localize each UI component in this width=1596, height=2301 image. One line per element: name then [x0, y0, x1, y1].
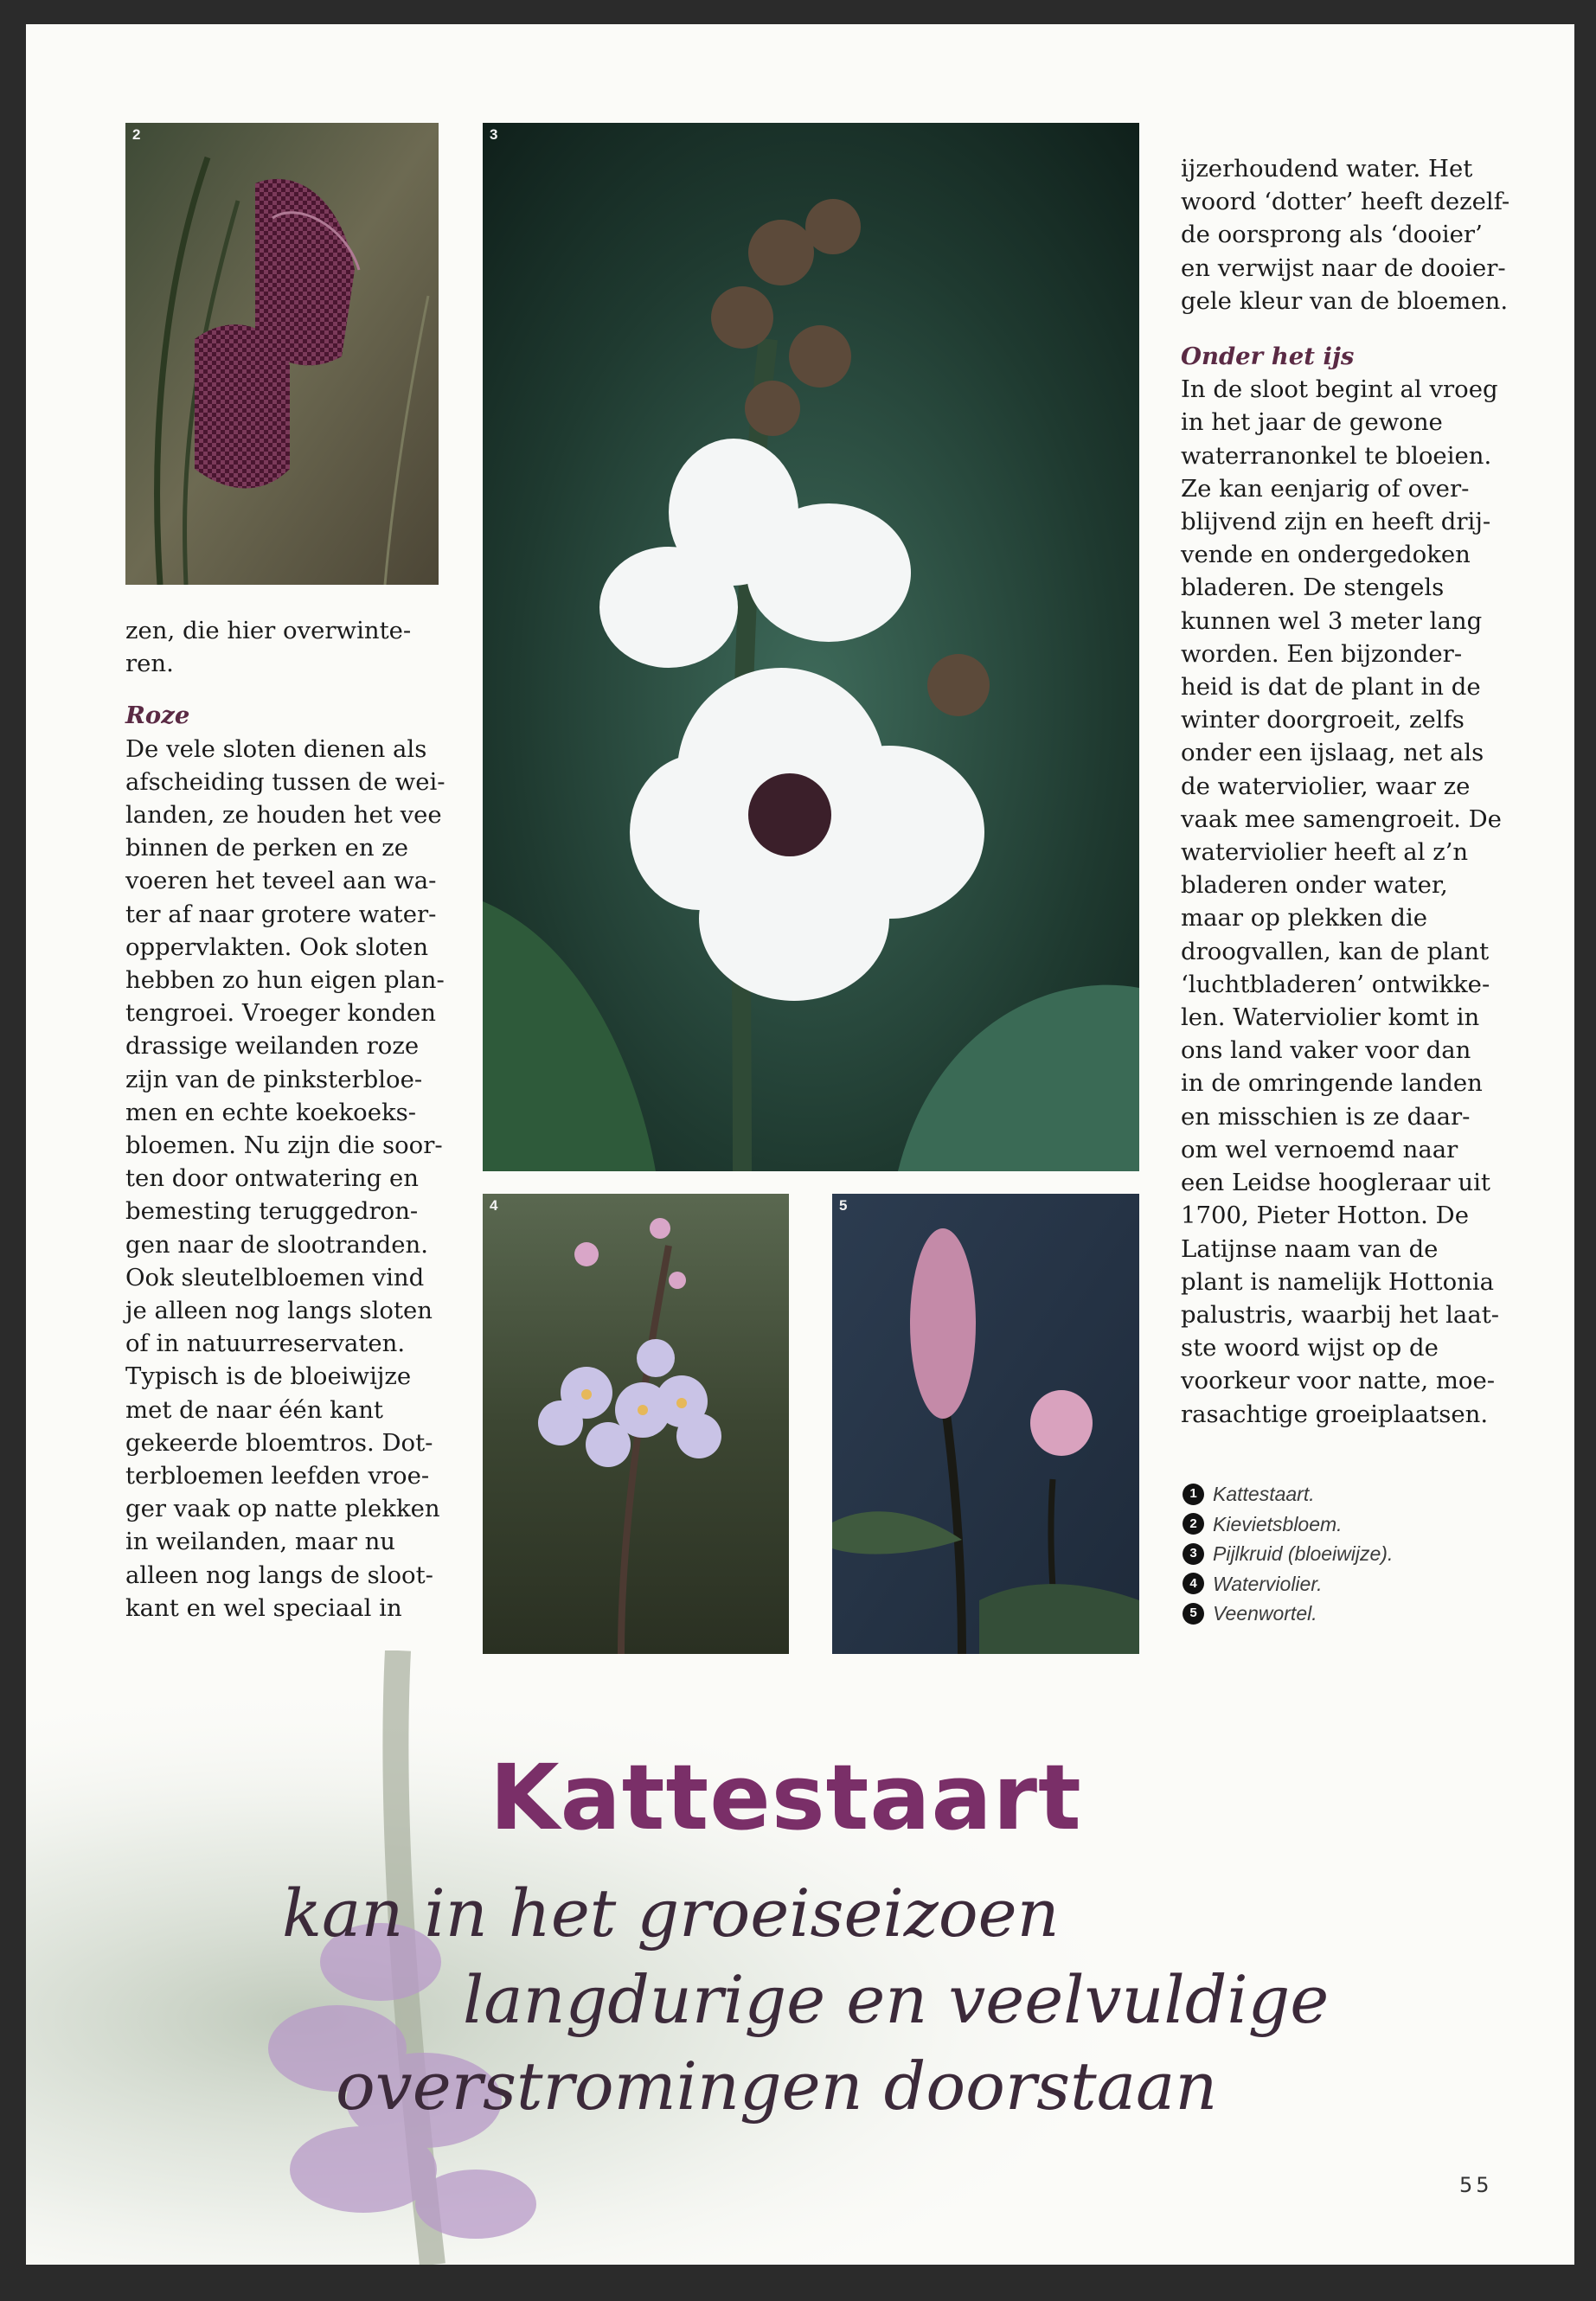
photo-pijlkruid — [483, 123, 1139, 1171]
caption-item — [1183, 1479, 1529, 1509]
caption-item — [1183, 1509, 1529, 1540]
caption-number-badge: 2 — [1183, 1513, 1204, 1535]
left-body-text: De vele sloten dienen als afscheiding tussen de wei- landen, ze houden het vee binnen de perken en ze voeren het teveel aan wa- ter af naar grotere water- oppervlakten. Ook sloten hebben zo hun eigen plan- tengroei. Vroeger konden drassige weilanden roze zijn van de pinksterbloe- men en echte koekoeks- bloemen. Nu zijn die soor- ten door ontwatering en bemesting teruggedron- gen naar de slootranden. Ook sleutelbloemen vind je alleen nog langs sloten of in natuurreservaten. Typisch is de bloeiwijze met de naar één kant gekeerde bloemtros. Dot- terbloemen leefden vroe- ger vaak op natte plekken in weilanden, maar nu alleen nog langs de sloot- kant en wel speciaal in — [125, 734, 445, 1622]
caption-number-badge: 5 — [1183, 1603, 1204, 1625]
left-text-column — [125, 614, 480, 1625]
water-violet-image — [483, 1194, 789, 1654]
kattestaart-background-image — [26, 1650, 1574, 2265]
magazine-page — [26, 24, 1574, 2265]
section-heading-roze: Roze — [125, 702, 190, 730]
caption-number-badge: 3 — [1183, 1543, 1204, 1565]
photo-number: 4 — [490, 1197, 498, 1214]
right-text-column — [1181, 152, 1544, 1431]
photo-number: 5 — [839, 1197, 848, 1214]
section-heading-onder-het-ijs: Onder het ijs — [1181, 343, 1355, 371]
headline-line-3: overstromingen doorstaan — [336, 2048, 1218, 2125]
caption-item — [1183, 1569, 1529, 1599]
photo-captions — [1183, 1479, 1529, 1629]
caption-text: Kattestaart. — [1213, 1483, 1315, 1505]
left-intro-text: zen, die hier overwinte- ren. — [125, 617, 412, 678]
headline-line-2: langdurige en veelvuldige — [463, 1961, 1330, 2038]
right-intro-text: ijzerhoudend water. Het woord ‘dotter’ heeft dezelf- de oorsprong als ‘dooier’ en verwijst naar de dooier- gele kleur van de bloemen. — [1181, 155, 1510, 315]
caption-text: Kievietsbloem. — [1213, 1512, 1343, 1535]
right-body-text: In de sloot begint al vroeg in het jaar de gewone waterranonkel te bloeien. Ze kan eenjarig of over- blijvend zijn en heeft drij- vende en ondergedoken bladeren. De stengels kunnen wel 3 meter lang worden. Een bijzonder- heid is dat de plant in de winter doorgroeit, zelfs onder een ijslaag, net als de waterviolier, waar ze vaak mee samengroeit. De waterviolier heeft al z’n bladeren onder water, maar op plekken die droogvallen, kan de plant ‘luchtbladeren’ ontwikke- len. Waterviolier komt in ons land vaker voor dan in de omringende landen en misschien is ze daar- om wel vernoemd naar een Leidse hoogleraar uit 1700, Pieter Hotton. De Latijnse naam van de plant is namelijk Hottonia palustris, waarbij het laat- ste woord wijst op de voorkeur voor natte, moe- rasachtige groeiplaatsen. — [1181, 375, 1502, 1428]
photo-veenwortel — [832, 1194, 1139, 1654]
bistort-image — [832, 1194, 1139, 1654]
caption-text: Pijlkruid (bloeiwijze). — [1213, 1542, 1394, 1565]
caption-number-badge: 4 — [1183, 1573, 1204, 1594]
caption-text: Veenwortel. — [1213, 1602, 1317, 1625]
caption-item — [1183, 1539, 1529, 1569]
headline-line-1: kan in het groeiseizoen — [282, 1875, 1060, 1952]
fritillary-image — [125, 123, 439, 585]
caption-number-badge: 1 — [1183, 1484, 1204, 1505]
caption-item — [1183, 1599, 1529, 1629]
page-number: 55 — [1459, 2173, 1493, 2197]
photo-number: 3 — [490, 126, 498, 143]
photo-number: 2 — [132, 126, 141, 143]
headline-title: Kattestaart — [490, 1745, 1082, 1850]
photo-waterviolier — [483, 1194, 789, 1654]
photo-kievietsbloem — [125, 123, 439, 585]
arrowhead-image — [483, 123, 1139, 1171]
caption-text: Waterviolier. — [1213, 1572, 1323, 1595]
